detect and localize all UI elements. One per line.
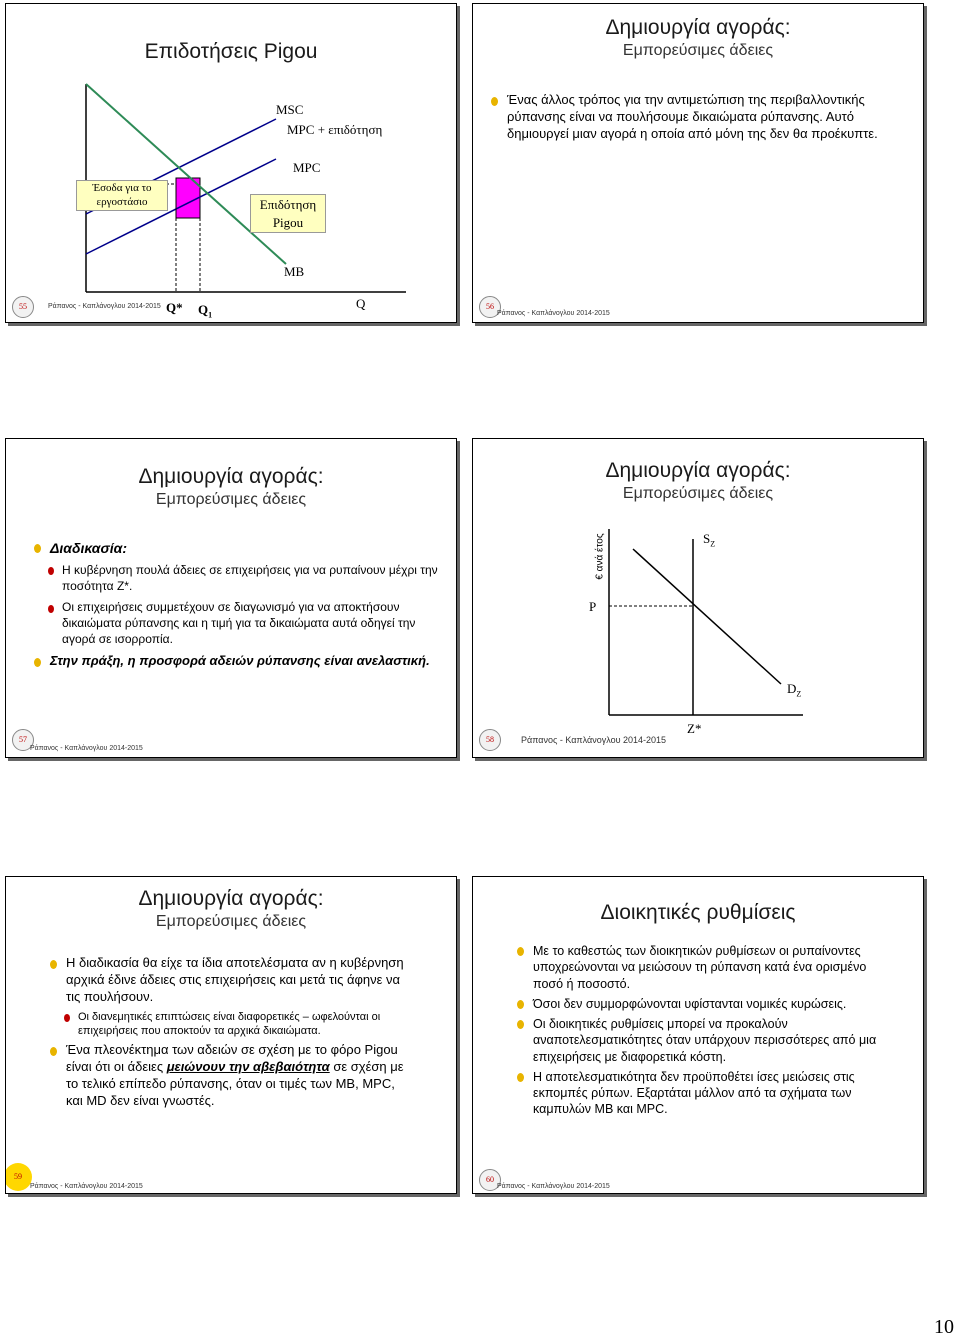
slide-number: 60 — [479, 1169, 501, 1191]
footer: Ράπανος - Καπλάνογλου 2014-2015 — [497, 310, 610, 317]
slide-59 — [5, 876, 457, 1194]
footer: Ράπανος - Καπλάνογλου 2014-2015 — [30, 745, 143, 752]
mpc-label: MPC — [293, 160, 321, 175]
demand-line — [633, 549, 781, 684]
list-item: Στην πράξη, η προσφορά αδειών ρύπανσης είναι ανελαστική. — [34, 653, 444, 670]
slide-number: 58 — [479, 729, 501, 751]
slide-57 — [5, 438, 457, 758]
list-item: Όσοι δεν συμμορφώνονται υφίστανται νομικές κυρώσεις. — [517, 996, 877, 1012]
footer: Ράπανος - Καπλάνογλου 2014-2015 — [521, 735, 667, 745]
list-item: Η κυβέρνηση πουλά άδειες σε επιχειρήσεις για να ρυπαίνουν μέχρι την ποσότητα Ζ*. — [48, 563, 444, 594]
footer: Ράπανος - Καπλάνογλου 2014-2015 — [48, 303, 161, 310]
mb-label: MB — [284, 264, 305, 279]
bullet-icon — [517, 1000, 524, 1009]
subsidy-label: Επιδότηση Pigou — [250, 194, 326, 233]
list-item: Ένα πλεονέκτημα των αδειών σε σχέση με το φόρο Pigou είναι ότι οι άδειες μειώνουν την αβεβαιότητα σε σχέση με το τελικό επίπεδο ρύπανσης, όταν οι τιμές των MB, MPC, και MD δεν είναι γνωστές. — [50, 1042, 410, 1110]
bullet-icon — [48, 567, 54, 575]
bullet-icon — [491, 97, 498, 106]
bullet-icon — [517, 1073, 524, 1082]
bullet-icon — [34, 544, 41, 553]
list-item: Οι διοικητικές ρυθμίσεις μπορεί να προκαλούν αναποτελεσματικότητες όταν υπάρχουν περισσότερες από μια επιχειρήσεις με διαφορετικά κόστη. — [517, 1016, 877, 1065]
bullet-icon — [50, 1047, 57, 1056]
slide-number: 56 — [479, 296, 501, 318]
z-star-label: Z* — [687, 721, 702, 736]
slide-title: Δημιουργία αγοράς: Εμπορεύσιμες άδειες — [605, 459, 791, 502]
price-label: P — [589, 599, 597, 614]
slide-55 — [5, 3, 457, 323]
slide-title: Δημιουργία αγοράς: Εμπορεύσιμες άδειες — [605, 16, 791, 59]
slide-number: 55 — [12, 296, 34, 318]
list-item: Η διαδικασία θα είχε τα ίδια αποτελέσματα αν η κυβέρνηση αρχικά έδινε άδειες στις επιχειρήσεις και μετά τις άφηνε να τις πουλήσουν. — [50, 955, 410, 1006]
bullet-icon — [64, 1014, 70, 1022]
slide-body — [34, 539, 444, 670]
bullet-list — [491, 92, 891, 143]
mpc-plus-subsidy-label: MPC + επιδότηση — [287, 122, 383, 137]
q-star-label: Q* — [166, 300, 183, 315]
list-item: Με το καθεστώς των διοικητικών ρυθμίσεων οι ρυπαίνοντες υποχρεώνονται να μειώσουν τη ρύπανση κατά ένα ορισμένο ποσό ή ποσοστό. — [517, 943, 877, 992]
slide-title: Επιδοτήσεις Pigou — [144, 40, 318, 63]
mb-line — [86, 84, 286, 264]
bullet-icon — [48, 605, 54, 613]
slide-body — [50, 955, 410, 1110]
page-number: 10 — [934, 1316, 954, 1338]
slide-60 — [472, 876, 924, 1194]
demand-label: $D_Z$ — [787, 681, 802, 699]
pigou-subsidy-diagram — [6, 4, 457, 323]
bullet-icon — [517, 947, 524, 956]
firm-revenue-label: Έσοδα για το εργοστάσιο — [76, 180, 168, 211]
slide-title: Διοικητικές ρυθμίσεις — [600, 901, 796, 924]
q1-label: $Q_1$ — [198, 302, 213, 320]
list-item: Η αποτελεσματικότητα δεν προϋποθέτει ίσες μειώσεις στις εκπομπές ρύπων. Εξαρτάται μάλλον από τα σχήματα των καμπυλών MB και MPC. — [517, 1069, 877, 1118]
permit-market-diagram — [473, 439, 924, 758]
list-item: Ένας άλλος τρόπος για την αντιμετώπιση της περιβαλλοντικής ρύπανσης είναι να πουλήσουμε δικαιώματα ρύπανσης. Αυτό δημιουργεί μιαν αγορά η οποία από μόνη της δεν θα προέκυπτε. — [491, 92, 891, 143]
list-item: Διαδικασία: — [34, 539, 444, 557]
bullet-icon — [34, 658, 41, 667]
bullet-icon — [517, 1020, 524, 1029]
bullet-list — [517, 943, 877, 1118]
slide-title: Δημιουργία αγοράς: Εμπορεύσιμες άδειες — [138, 887, 324, 930]
y-axis-label: € ανά έτος — [594, 533, 606, 580]
footer: Ράπανος - Καπλάνογλου 2014-2015 — [497, 1183, 610, 1190]
list-item: Οι επιχειρήσεις συμμετέχουν σε διαγωνισμό για να αποκτήσουν δικαιώματα ρύπανσης και η τιμή για τα δικαιώματα αυτά οδηγεί την αγορά σε ισορροπία. — [48, 600, 444, 647]
supply-label: $S_Z$ — [703, 531, 716, 549]
slide-number: 59 — [5, 1163, 32, 1191]
slide-58 — [472, 438, 924, 758]
footer: Ράπανος - Καπλάνογλου 2014-2015 — [30, 1183, 143, 1190]
list-item: Οι διανεμητικές επιπτώσεις είναι διαφορετικές – ωφελούνται οι επιχειρήσεις που αποκτούν τα αρχικά δικαιώματα. — [64, 1010, 410, 1039]
q-label: Q — [356, 296, 366, 311]
slide-number: 57 — [12, 729, 34, 751]
slide-title: Δημιουργία αγοράς: Εμπορεύσιμες άδειες — [138, 465, 324, 508]
slide-56 — [472, 3, 924, 323]
msc-label: MSC — [276, 102, 304, 117]
bullet-icon — [50, 960, 57, 969]
